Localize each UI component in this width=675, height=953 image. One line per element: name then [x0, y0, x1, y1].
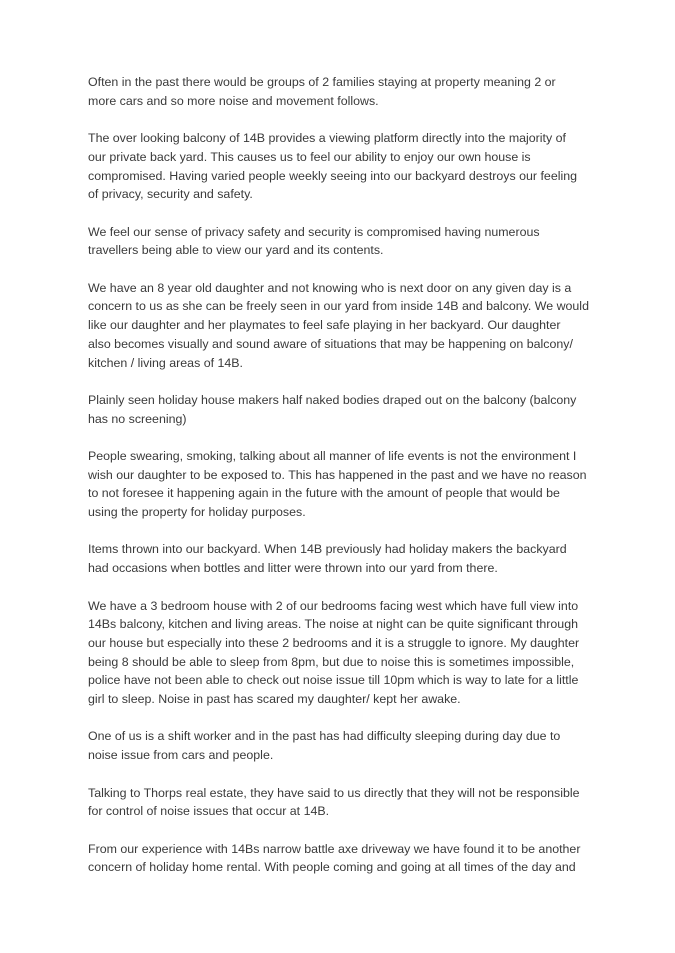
paragraph-11: From our experience with 14Bs narrow battle axe driveway we have found it to be another concern of holiday home rental. With people coming and going at all times of the day and: [88, 841, 581, 875]
paragraph-4: We have an 8 year old daughter and not knowing who is next door on any given day is a concern to us as she can be freely seen in our yard from inside 14B and balcony. We would like our daughter and her playmates to feel safe playing in her backyard. Our daughter also becomes visually and sound aware of situations that may be happening on balcony/ kitchen / living areas of 14B.: [88, 280, 589, 370]
paragraph-1: Often in the past there would be groups of 2 families staying at property meaning 2 or more cars and so more noise and movement follows.: [88, 75, 556, 108]
paragraph-7: Items thrown into our backyard. When 14B previously had holiday makers the backyard had occasions when bottles and litter were thrown into our yard from there.: [88, 542, 567, 576]
paragraph-9: One of us is a shift worker and in the past has had difficulty sleeping during day due to noise issue from cars and people.: [88, 729, 561, 763]
paragraph-2: The over looking balcony of 14B provides a viewing platform directly into the majority of our private back yard. This causes us to feel our ability to enjoy our own house is compromised. Having varied people weekly seeing into our backyard destroys our feeling of privacy, security and safety.: [88, 131, 578, 202]
paragraph-5: Plainly seen holiday house makers half naked bodies draped out on the balcony (balcony has no screening): [88, 392, 577, 426]
paragraph-8: We have a 3 bedroom house with 2 of our bedrooms facing west which have full view into 14Bs balcony, kitchen and living areas. The noise at night can be quite significant through our house but especially into these 2 bedrooms and it is a struggle to ignore. My daughter being 8 should be able to sleep from 8pm, but due to noise this is sometimes impossible, police have not been able to check out noise issue till 10pm which is way to late for a little girl to sleep. Noise in past has scared my daughter/ kept her awake.: [88, 598, 580, 707]
document-body: [88, 73, 600, 896]
paragraph-3: We feel our sense of privacy safety and security is compromised having numerous travellers being able to view our yard and its contents.: [88, 224, 540, 258]
paragraph-6: People swearing, smoking, talking about all manner of life events is not the environment I wish our daughter to be exposed to. This has happened in the past and we have no reason to not foresee it happening again in the future with the amount of people that would be using the property for holiday purposes.: [88, 448, 587, 520]
paragraph-10: Talking to Thorps real estate, they have said to us directly that they will not be responsible for control of noise issues that occur at 14B.: [88, 785, 580, 819]
